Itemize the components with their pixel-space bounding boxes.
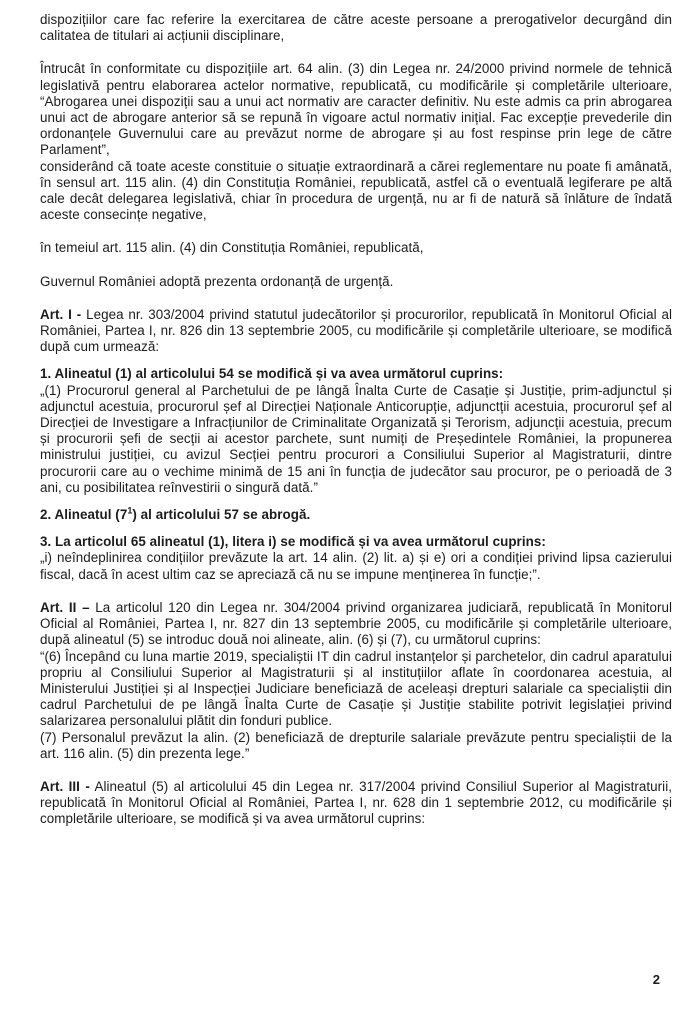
page-number: 2	[652, 972, 660, 987]
article-2-alineat-6: “(6) Începând cu luna martie 2019, specialiștii IT din cadrul instanțelor și parchetelor, din cadrul aparatului propriu al Consiliului Superior al Magistraturii și al instituțiilor aflate în coordonarea acestuia, al Ministerului Justiției și al Inspecției Judiciare beneficiază de aceleași drepturi salariale ca specialiștii din cadrul Parchetului de pe lângă Înalta Curte de Casație și Justiție stabilite potrivit legislației privind salarizarea personalului plătit din fonduri publice.	[40, 648, 672, 729]
article-3	[40, 779, 672, 828]
article-2	[40, 600, 672, 649]
article-2-alineat-7: (7) Personalul prevăzut la alin. (2) beneficiază de drepturile salariale prevăzute pentru specialiștii de la art. 116 alin. (5) din prezenta lege.”	[40, 729, 672, 761]
point-2-text-start: 2. Alineatul (7	[40, 507, 128, 523]
paragraph-prerogatives: dispozițiilor care fac referire la exercitarea de către aceste persoane a prerogativelor decurgând din calitatea de titulari ai acțiunii disciplinare,	[40, 12, 672, 44]
article-2-label: Art. II –	[40, 599, 90, 615]
article-1-point-1-text: „(1) Procurorul general al Parchetului de pe lângă Înalta Curte de Casație și Justiție, prim-adjunctul și adjunctul acestuia, procurorul șef al Direcției Naționale Anticorupție, adjunctții acestuia, procurorul șef al Direcției de Investigare a Infracțiunilor de Criminalitate Organizată și Terorism, adjuncții acestuia, precum și procurorii șefi de secții ai acestor parchete, sunt numiți de Președintele României, la propunerea ministrului justiției, cu avizul Secției pentru procurori a Consiliului Superior al Magistraturii, dintre procurorii care au o vechime minimă de 15 ani în funcția de judecător sau procuror, pe o perioadă de 3 ani, cu posibilitatea reînvestirii o singură dată.”	[40, 382, 672, 495]
paragraph-intrucat: Întrucât în conformitate cu dispozițiile art. 64 alin. (3) din Legea nr. 24/2000 privind normele de tehnică legislativă pentru elaborarea actelor normative, republicată, cu modificările și completările ulterioare, “Abrogarea unei dispoziții sau a unui act normativ are caracter definitiv. Nu este admis ca prin abrogarea unui act de abrogare anterior să se repună în vigoare actul normativ inițial. Fac excepție prevederile din ordonanțele Guvernului care au prevăzut norme de abrogare și au fost respinse prin lege de către Parlament”,	[40, 61, 672, 158]
article-1-label: Art. I -	[40, 306, 82, 322]
paragraph-considerand: considerând că toate aceste constituie o situație extraordinară a cărei reglementare nu poate fi amânată, în sensul art. 115 alin. (4) din Constituția României, republicată, astfel că o eventuală legiferare pe altă cale decât delegarea legislativă, chiar în procedura de urgență, nu ar fi de natură să înlăture de îndată aceste consecințe negative,	[40, 158, 672, 223]
article-2-intro: La articolul 120 din Legea nr. 304/2004 privind organizarea judiciară, republicată în Monitorul Oficial al României, Partea I, nr. 827 din 13 septembrie 2005, cu modificările și completările ulterioare, după alineatul (5) se introduc două noi alineate, alin. (6) și (7), cu următorul cuprins:	[40, 599, 672, 648]
article-1-point-1-heading: 1. Alineatul (1) al articolului 54 se modifică și va avea următorul cuprins:	[40, 366, 504, 382]
article-3-label: Art. III -	[40, 778, 90, 794]
article-1	[40, 307, 672, 356]
paragraph-adopta: Guvernul României adoptă prezenta ordonanță de urgență.	[40, 273, 394, 289]
article-3-intro: Alineatul (5) al articolului 45 din Legea nr. 317/2004 privind Consiliul Superior al Magistraturii, republicată în Monitorul Oficial al României, Partea I, nr. 628 din 1 septembrie 2012, cu modificările și completările ulterioare, se modifică și va avea următorul cuprins:	[40, 778, 672, 827]
article-1-point-3-heading: 3. La articolul 65 alineatul (1), litera i) se modifică și va avea următorul cuprins:	[40, 534, 546, 550]
point-2-text-end: ) al articolului 57 se abrogă.	[132, 507, 311, 523]
point-2-superscript: 1	[127, 505, 133, 516]
article-1-intro: Legea nr. 303/2004 privind statutul judecătorilor și procurorilor, republicată în Monitorul Oficial al României, Partea I, nr. 826 din 13 septembrie 2005, cu modificările și completările ulterioare, se modifică după cum urmează:	[40, 306, 672, 355]
document-page	[40, 12, 672, 828]
article-1-point-3-text: „i) neîndeplinirea condițiilor prevăzute la art. 14 alin. (2) lit. a) și e) ori a condiției privind lipsa cazierului fiscal, dacă în acest ultim caz se apreciază că nu se impune menținerea în funcție;”.	[40, 550, 672, 582]
article-1-point-2	[40, 507, 672, 523]
paragraph-temei: în temeiul art. 115 alin. (4) din Constituția României, republicată,	[40, 240, 424, 256]
